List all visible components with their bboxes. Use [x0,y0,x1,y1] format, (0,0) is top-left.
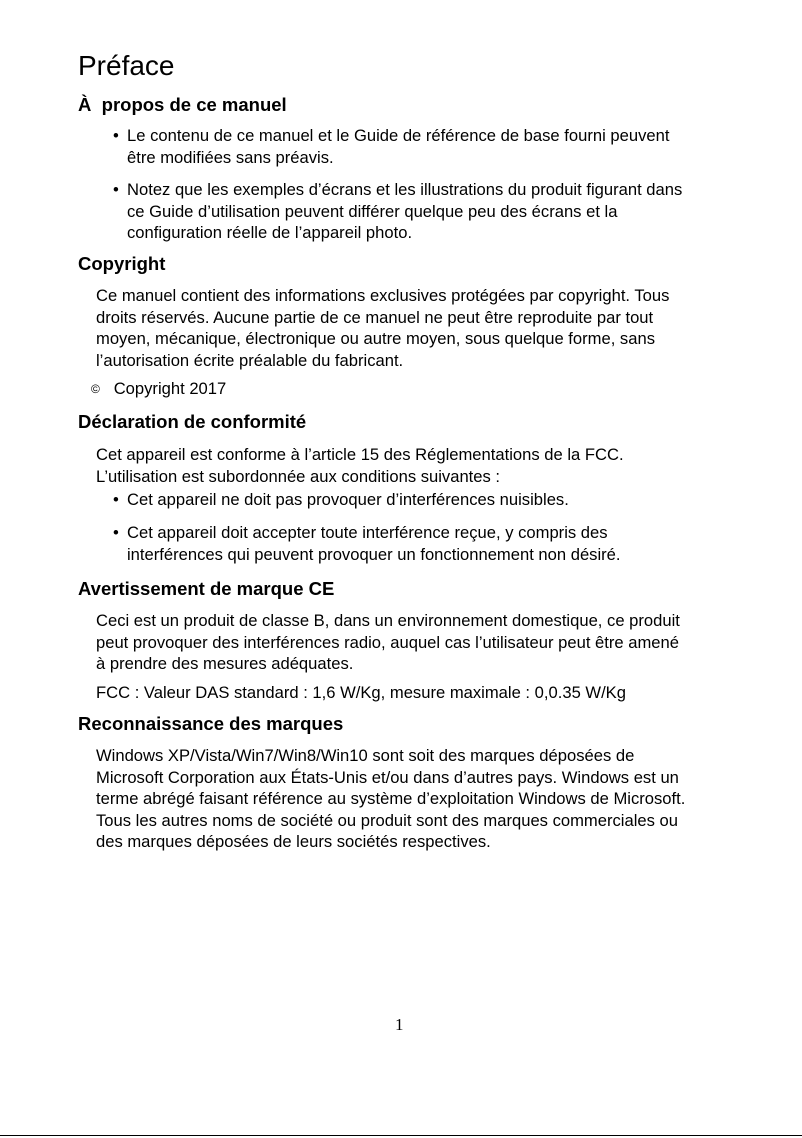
page-title: Préface [78,50,175,81]
conformity-paragraph [96,444,624,487]
bullet-item [113,179,683,244]
text-line: des marques déposées de leurs sociétés respectives. [96,832,491,852]
text-line: Microsoft Corporation aux États-Unis et/ou dans d’autres pays. Windows est un [96,767,679,787]
text-line: terme abrégé faisant référence au système d’exploitation Windows de Microsoft. [96,789,686,809]
text-line: Notez que les exemples d’écrans et les illustrations du produit figurant dans [127,180,683,199]
bullet-item [113,125,670,168]
text-line: Le contenu de ce manuel et le Guide de référence de base fourni peuvent [127,126,670,145]
text-line: ce Guide d’utilisation peuvent différer quelque peu des écrans et la [127,201,618,221]
text-line: FCC : Valeur DAS standard : 1,6 W/Kg, mesure maximale : 0,0.35 W/Kg [96,683,626,702]
heading-text: propos de ce manuel [101,94,287,115]
text-line: Tous les autres noms de société ou produit sont des marques commerciales ou [96,810,678,830]
section-heading-ce: Avertissement de marque CE [78,578,335,599]
section-heading-copyright: Copyright [78,253,166,274]
copyright-symbol: © [91,382,100,396]
page-bottom-divider [0,1135,802,1136]
text-line: à prendre des mesures adéquates. [96,654,354,674]
fcc-sar-line [96,682,626,704]
bullet-item [113,522,621,565]
copyright-paragraph [96,285,669,371]
text-line: interférences qui peuvent provoquer un fonctionnement non désiré. [127,544,621,564]
section-heading-conformity: Déclaration de conformité [78,411,307,432]
text-line: L’utilisation est subordonnée aux conditions suivantes : [96,466,501,486]
text-line: Windows XP/Vista/Win7/Win8/Win10 sont soit des marques déposées de [96,746,635,765]
bullet-icon: • [113,180,119,199]
text-line: être modifiées sans préavis. [127,147,334,167]
ce-paragraph [96,610,680,675]
trademarks-paragraph [96,745,685,853]
copyright-year: Copyright 2017 [113,379,227,398]
page-number: 1 [395,1015,404,1034]
text-line: Cet appareil ne doit pas provoquer d’interférences nuisibles. [127,490,569,509]
bullet-icon: • [113,490,119,509]
bullet-item [113,489,569,511]
text-line: peut provoquer des interférences radio, auquel cas l’utilisateur peut être amené [96,632,679,652]
text-line: droits réservés. Aucune partie de ce manuel ne peut être reproduite par tout [96,307,654,327]
text-line: Cet appareil doit accepter toute interférence reçue, y compris des [127,523,608,542]
heading-letter: À [78,94,92,115]
text-line: Cet appareil est conforme à l’article 15 des Réglementations de la FCC. [96,445,624,464]
bullet-icon: • [113,523,119,542]
section-heading-trademarks: Reconnaissance des marques [78,713,344,734]
bullet-icon: • [113,126,119,145]
text-line: moyen, mécanique, électronique ou autre moyen, sous quelque forme, sans [96,329,655,349]
text-line: Ce manuel contient des informations exclusives protégées par copyright. Tous [96,286,670,305]
text-line: l’autorisation écrite préalable du fabricant. [96,350,404,370]
text-line: configuration réelle de l’appareil photo. [127,223,413,243]
text-line: Ceci est un produit de classe B, dans un environnement domestique, ce produit [96,611,680,630]
copyright-notice [91,378,226,401]
section-heading-about [78,94,287,116]
